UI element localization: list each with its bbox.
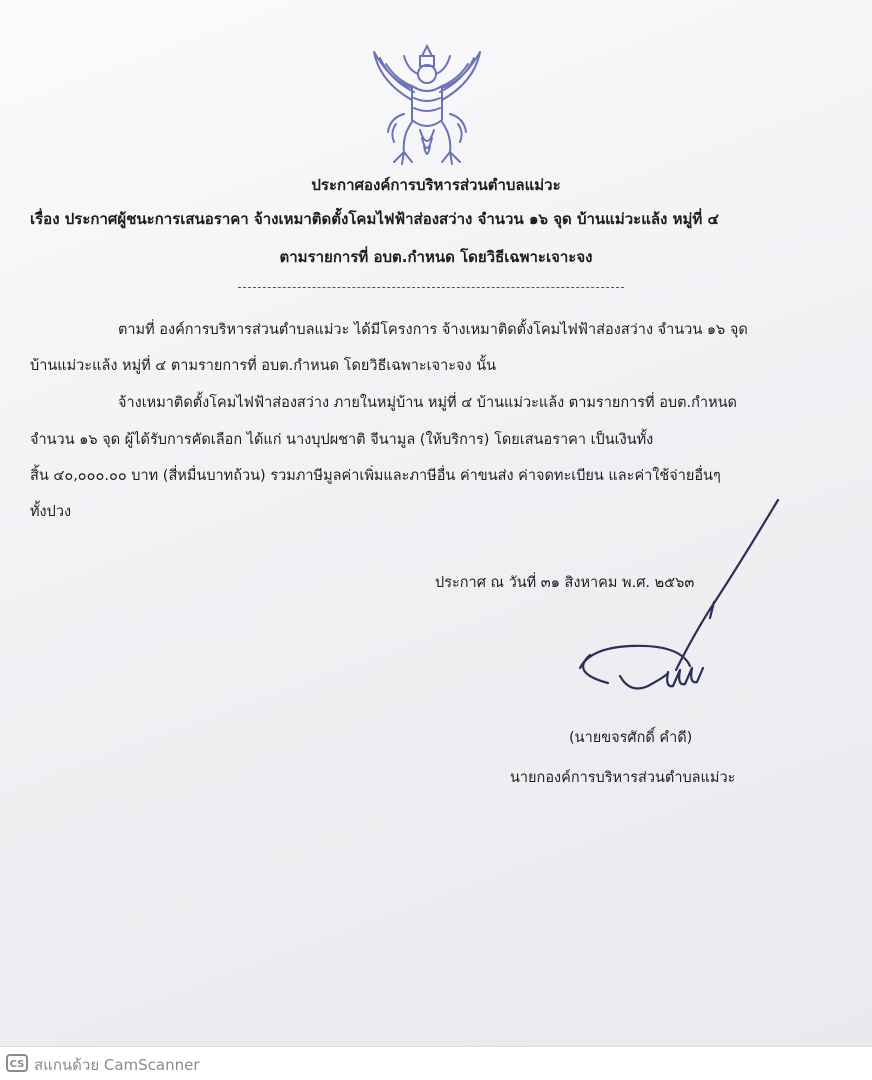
signer-position: นายกองค์การบริหารส่วนตำบลแม่วะ <box>510 770 736 786</box>
body-line-5: สิ้น ๔๐,๐๐๐.๐๐ บาท (สี่หมื่นบาทถ้วน) รวมภาษีมูลค่าเพิ่มและภาษีอื่น ค่าขนส่ง ค่าจดทะเบียน และค่าใช้จ่ายอื่นๆ <box>30 468 721 484</box>
garuda-emblem-icon <box>362 38 492 173</box>
body-line-6: ทั้งปวง <box>30 504 72 520</box>
signer-name: (นายขจรศักดิ์ คำดี) <box>569 730 693 746</box>
scanner-watermark-bar <box>0 1046 872 1080</box>
divider-dashed-line <box>238 287 624 288</box>
body-line-2: บ้านแม่วะแล้ง หมู่ที่ ๔ ตามรายการที่ อบต.กำหนด โดยวิธีเฉพาะเจาะจง นั้น <box>30 358 497 374</box>
camscanner-logo-icon: CS <box>6 1054 28 1072</box>
body-line-4: จำนวน ๑๖ จุด ผู้ได้รับการคัดเลือก ได้แก่ นางบุปผชาติ จีนามูล (ให้บริการ) โดยเสนอราคา เป็นเงินทั้ง <box>30 432 654 448</box>
scanner-watermark-text: สแกนด้วย CamScanner <box>34 1056 200 1074</box>
handwritten-signature-icon <box>560 490 840 720</box>
body-line-1: ตามที่ องค์การบริหารส่วนตำบลแม่วะ ได้มีโครงการ จ้างเหมาติดตั้งโคมไฟฟ้าส่องสว่าง จำนวน ๑๖ จุด <box>118 322 748 338</box>
subject-line-1: เรื่อง ประกาศผู้ชนะการเสนอราคา จ้างเหมาติดตั้งโคมไฟฟ้าส่องสว่าง จำนวน ๑๖ จุด บ้านแม่วะแล้ง หมู่ที่ ๔ <box>30 210 719 228</box>
body-line-3: จ้างเหมาติดตั้งโคมไฟฟ้าส่องสว่าง ภายในหมู่บ้าน หมู่ที่ ๔ บ้านแม่วะแล้ง ตามรายการที่ อบต.กำหนด <box>118 395 737 411</box>
announcement-date: ประกาศ ณ วันที่ ๓๑ สิงหาคม พ.ศ. ๒๕๖๓ <box>435 575 695 591</box>
subject-line-2: ตามรายการที่ อบต.กำหนด โดยวิธีเฉพาะเจาะจง <box>279 248 593 266</box>
document-title: ประกาศองค์การบริหารส่วนตำบลแม่วะ <box>311 176 561 194</box>
